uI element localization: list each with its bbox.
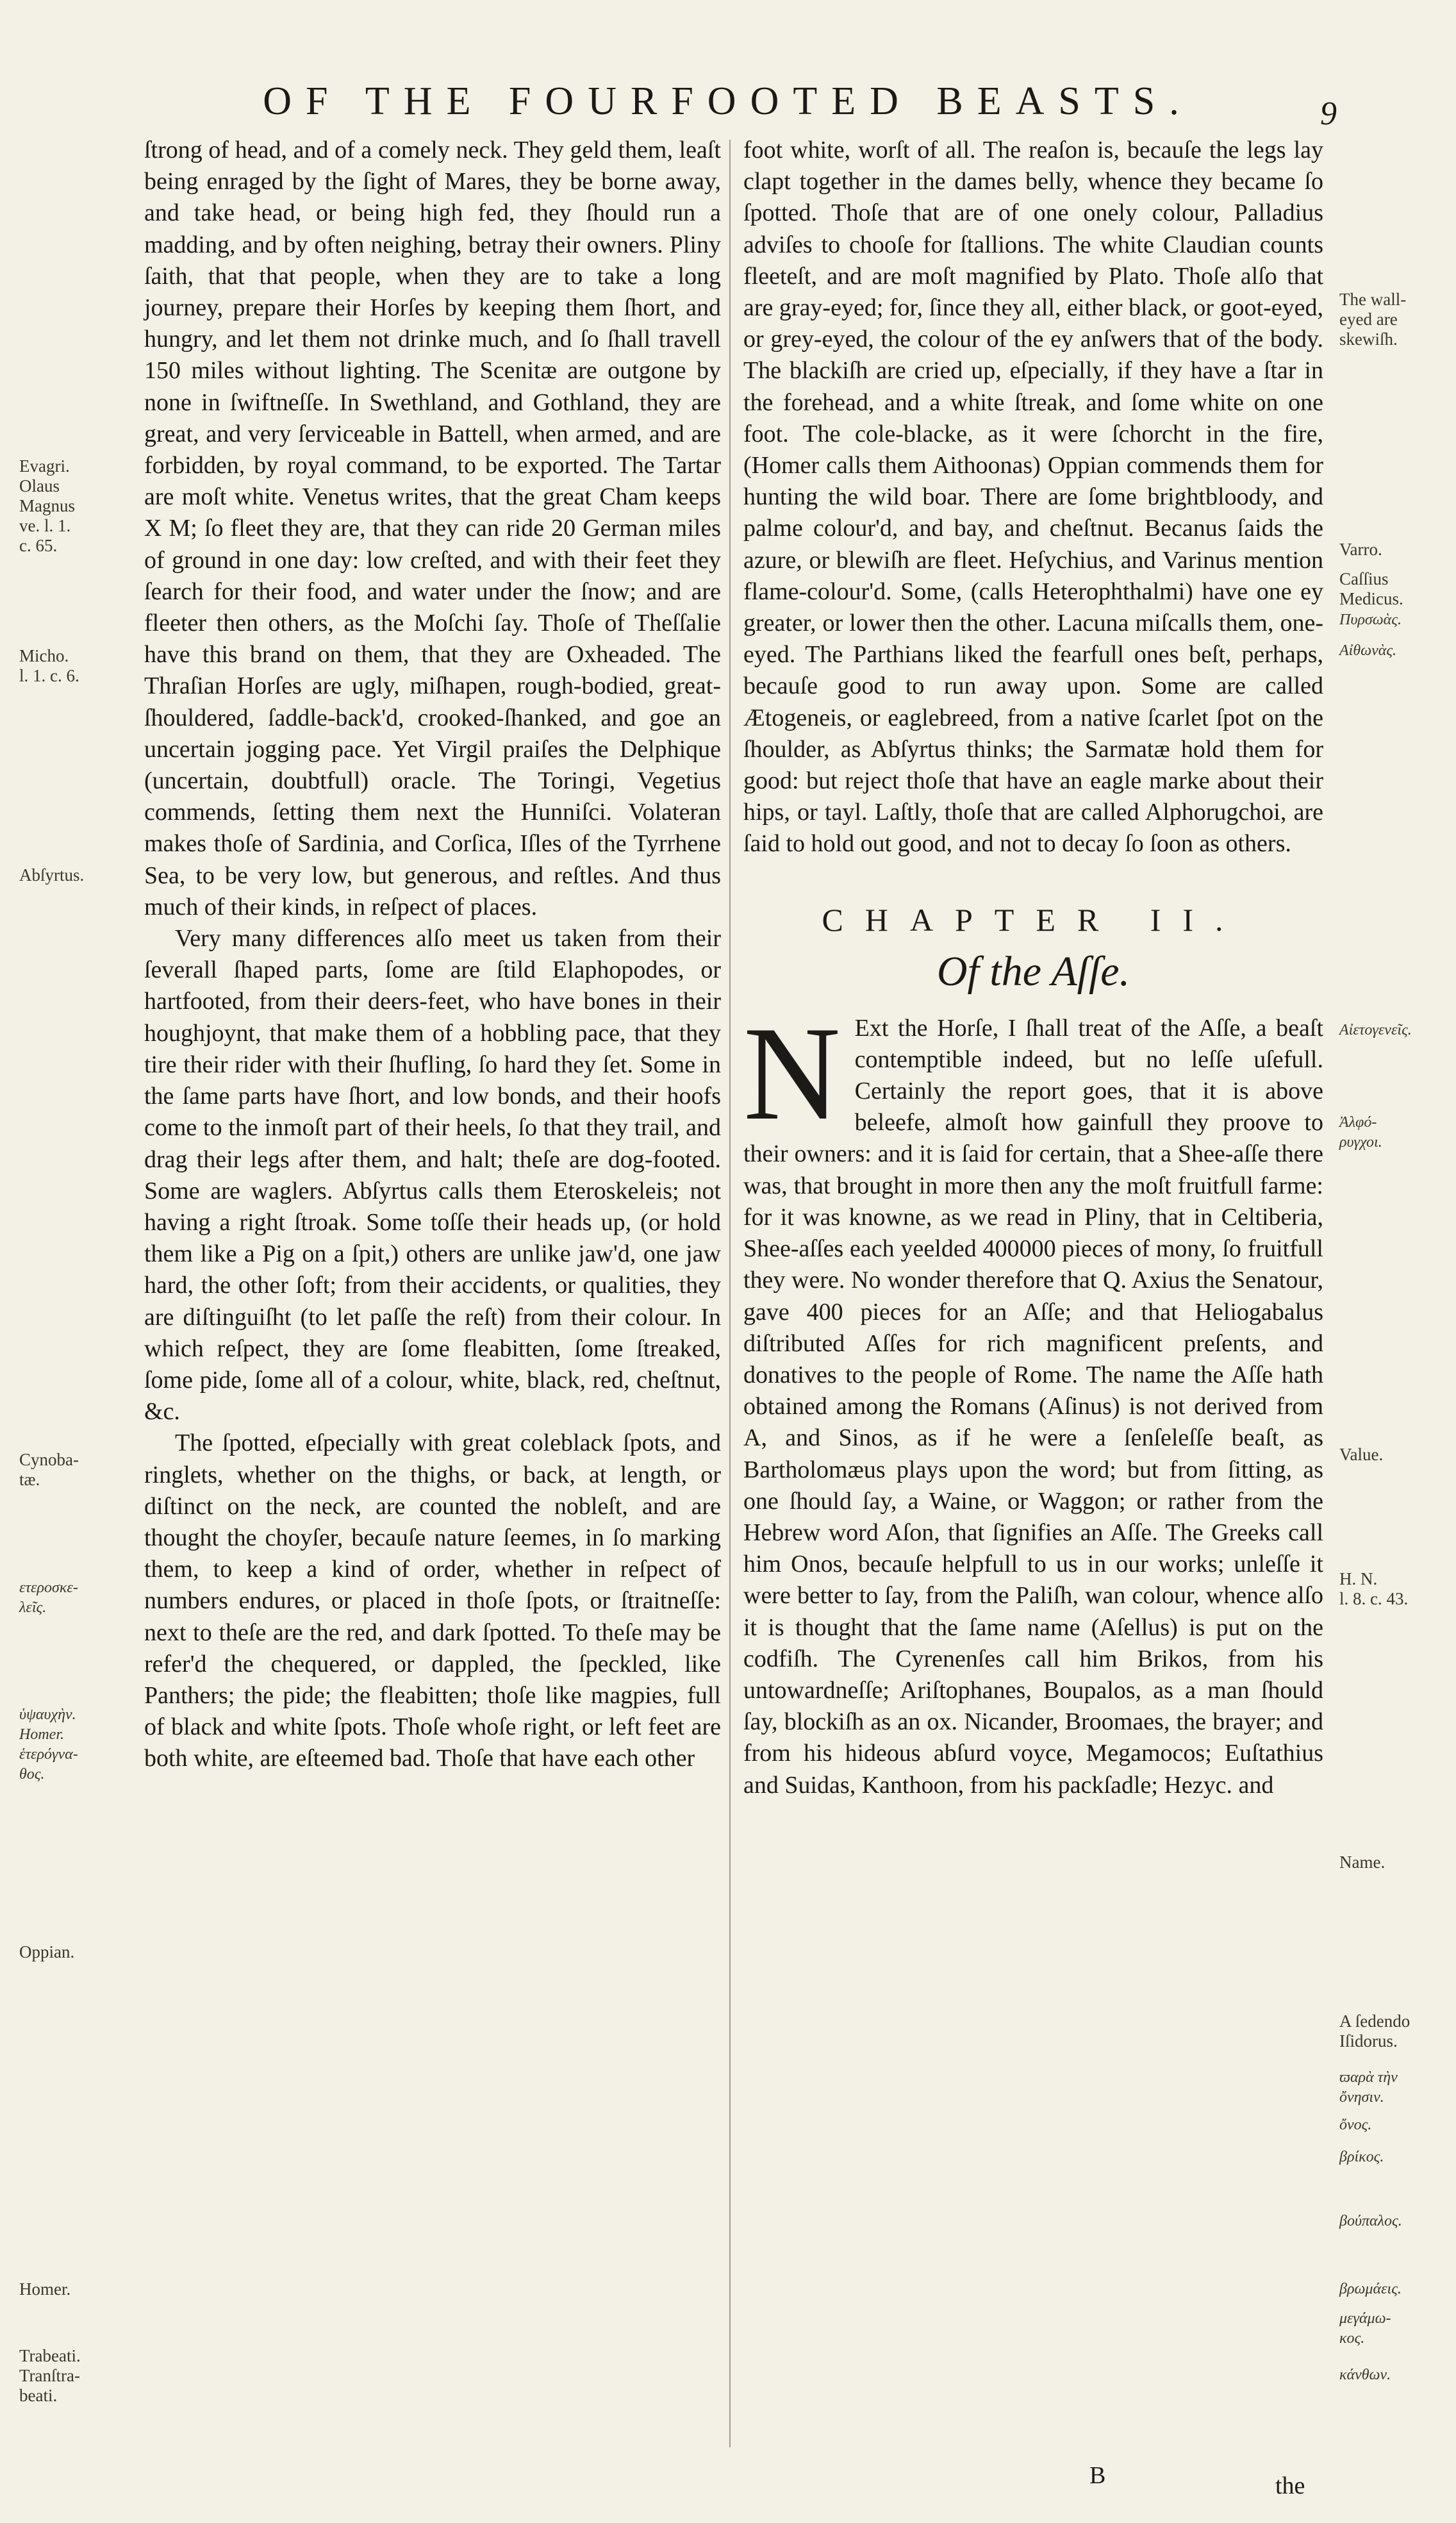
margin-note: ὄνος. [1339, 2117, 1372, 2133]
chapter-title: Of the Aſſe. [936, 947, 1130, 995]
paragraph: The ſpotted, eſpecially with great coleblack ſpots, and ringlets, whether on the thighs, or back, at length, or diſtinct on the neck, are counted the nobleſt, and are thought the choyſer, becauſe nature ſeemes, in ſo marking them, to keep a kind of order, whether in reſpect of numbers endures, or placed in thoſe ſpots, or ſtraitneſſe: next to theſe are the red, and dark ſpotted. To theſe may be refer'd the chequered, or dappled, the ſpeckled, like Panthers; the pide; the fleabitten; thoſe like magpies, full of black and white ſpots. Thoſe whoſe right, or left feet are both white, are eſteemed bad. Thoſe that have each other [144, 1429, 721, 1772]
margin-note: Varro. [1339, 540, 1382, 559]
margin-note: H. N. l. 8. c. 43. [1339, 1569, 1409, 1608]
chapter-paragraph [743, 999, 1323, 1801]
margin-note: κάνθων. [1339, 2367, 1391, 2383]
paragraph: ſtrong of head, and of a comely neck. They geld them, leaſt being enraged by the ſight of Mares, they be borne away, and take head, or being high fed, they ſhould run a madding, and by often neighing, betray their owners. Pliny ſaith, that that people, when they are to take a long journey, prepare their Horſes by keeping them ſhort, and hungry, and let them not drinke much, and ſo ſhall travell 150 miles without lighting. The Scenitæ are outgone by none in ſwiftneſſe. In Swethland, and Gothland, they are great, and very ſerviceable in Battell, when armed, and are forbidden, by royal command, to be exported. The Tartar are moſt white. Venetus writes, that the great Cham keeps X M; ſo fleet they are, that they can ride 20 German miles of ground in one day: low creſted, and with their feet they ſearch for their food, and water under the ſnow; and are fleeter then others, as the Moſchi ſay. Thoſe of Theſſalie have this brand on them, that they are Oxheaded. The Thraſian Horſes are ugly, miſhapen, rough-bodied, great-ſhouldered, ſaddle-back'd, crooked-ſhanked, and goe an uncertain jogging pace. Yet Virgil praiſes the Delphique (uncertain, doubtfull) oracle. The Toringi, Vegetius commends, ſetting them next the Hunniſci. Volateran makes thoſe of Sardinia, and Corſica, Iſles of the Tyrrhene Sea, to be very low, but generous, and reſtles. And thus much of their kinds, in reſpect of places. [144, 137, 721, 920]
margin-note: Αἰετογενεῖς. [1339, 1022, 1412, 1038]
margin-note: μεγάμω- κος. [1339, 2310, 1391, 2347]
margin-note: ϖαρὰ τὴν ὄνησιν. [1339, 2069, 1398, 2106]
right-column [743, 135, 1323, 1801]
margin-note: Micho. l. 1. c. 6. [19, 646, 79, 685]
margin-note: βούπαλος. [1339, 2213, 1402, 2229]
margin-note: Caſſius Medicus. [1339, 569, 1403, 608]
margin-note: The wall- eyed are skewiſh. [1339, 290, 1407, 349]
margin-note: ετεροσκε- λεῖς. [19, 1579, 78, 1616]
left-column [144, 135, 721, 1775]
margin-note: Name. [1339, 1853, 1386, 1872]
catchword: the [1275, 2472, 1305, 2499]
margin-note: Πυρσωὰς. [1339, 612, 1402, 628]
signature-mark: B [1089, 2462, 1106, 2489]
running-head: OF THE FOURFOOTED BEASTS. [263, 79, 1193, 123]
margin-note: βρίκος. [1339, 2149, 1384, 2165]
page-number: 9 [1320, 96, 1337, 132]
margin-note: Αἰθωνὰς. [1339, 642, 1397, 659]
margin-note: Evagri. Olaus Magnus ve. l. 1. c. 65. [19, 456, 75, 555]
margin-note: Trabeati. Tranſtra- beati. [19, 2346, 81, 2405]
paragraph: Very many differences alſo meet us taken from their ſeverall ſhaped parts, ſome are ſtild Elaphopodes, or hartfooted, from their deers-feet, who have bones in their houghjoynt, that make them of a hobbling pace, that they tire their rider with their ſhufling, ſo hard they ſet. Some in the ſame parts have ſhort, and low bonds, and their hoofs come to the inmoſt part of their heels, ſo that they trail, and drag their legs after them, and halt; theſe are dog-footed. Some are waglers. Abſyrtus calls them Eteroskeleis; not having a right ſtroak. Some toſſe their heads up, (or hold them like a Pig on a ſpit,) others are unlike jaw'd, one jaw hard, the other ſoft; from their accidents, or qualities, they are diſtinguiſht (to let paſſe the reſt) from their colour. In which reſpect, they are ſome fleabitten, ſome ſtreaked, ſome pide, ſome all of a colour, white, black, red, cheſtnut, &c. [144, 925, 721, 1426]
margin-note: Abſyrtus. [19, 865, 85, 885]
margin-note: ὑψαυχὴν. Homer. ἑτερόγνα- θος. [19, 1706, 78, 1783]
margin-note: Oppian. [19, 1942, 75, 1961]
margin-note: A ſedendo Iſidorus. [1339, 2011, 1410, 2051]
margin-note: Ἀλφό- ρυγχοι. [1339, 1114, 1382, 1151]
margin-note: βρωμάεις. [1339, 2281, 1402, 2297]
column-divider [729, 140, 731, 2447]
chapter-heading: CHAPTER II. [822, 901, 1245, 938]
margin-note: Cynoba- tæ. [19, 1450, 79, 1489]
paragraph: foot white, worſt of all. The reaſon is, becauſe the legs lay clapt together in the dames belly, whence they became ſo ſpotted. Thoſe that are of one onely colour, Palladius adviſes to chooſe for ſtallions. The white Claudian counts fleeteſt, and are moſt magnified by Plato. Thoſe alſo that are gray-eyed; for, ſince they all, either black, or goot-eyed, or grey-eyed, the colour of the ey anſwers that of the body. The blackiſh are cried up, eſpecially, if they have a ſtar in the forehead, and a white ſtreak, and ſome white on one foot. The cole-blacke, as it were ſchorcht in the fire, (Homer calls them Aithoonas) Oppian commends them for hunting the wild boar. There are ſome brightbloody, and palme colour'd, and bay, and cheſtnut. Becanus ſaids the azure, or blewiſh are fleet. Heſychius, and Varinus mention flame-colour'd. Some, (calls Heterophthalmi) have one ey greater, or lower then the other. Lacuna miſcalls them, one-eyed. The Parthians liked the fearfull ones beſt, perhaps, becauſe good to run away upon. Some are called Ætogeneis, or eaglebreed, from a native ſcarlet ſpot on the ſhoulder, as Abſyrtus thinks; the Sarmatæ hold them for good: but reject thoſe that have an eagle marke about their hips, or tayl. Laſtly, thoſe that are called Alphorugchoi, are ſaid to hold out good, and not to decay ſo ſoon as others. [743, 137, 1323, 858]
chapter-text: Ext the Horſe, I ſhall treat of the Aſſe, a beaſt contemptible indeed, but no leſſe uſefull. Certainly the report goes, that it is above beleefe, almoſt how gainfull they proove to their owners: and it is ſaid for certain, that a Shee-aſſe there was, that brought in more then any the moſt fruitfull farme: for it was knowne, as we read in Pliny, that in Celtiberia, Shee-aſſes each yeelded 400000 pieces of mony, ſo fruitfull they were. No wonder therefore that Q. Axius the Senatour, gave 400 pieces for an Aſſe; and that Heliogabalus diſtributed Aſſes for rich magnificent preſents, and donatives to the people of Rome. The name the Aſſe hath obtained among the Romans (Aſinus) is not derived from A, and Sinos, as if he were a ſenſeleſſe beaſt, as Bartholomæus plays upon the word; but from ſitting, as one ſhould ſay, a Waine, or Waggon; or rather from the Hebrew word Aſon, that ſignifies an Aſſe. The Greeks call him Onos, becauſe helpfull to us in our works; unleſſe it were better to ſay, from the Paliſh, wan colour, whence alſo it is thought that the ſame name (Aſellus) is put on the codfiſh. The Cyrenenſes call him Brikos, from his untowardneſſe; Ariſtophanes, Boupalos, as a man ſhould ſay, blockiſh as an ox. Nicander, Broomaes, the brayer; and from his hideous abſurd voyce, Megamocos; Euſtathius and Suidas, Kanthoon, from his packſadle; Hezyc. and [743, 1014, 1323, 1799]
drop-cap: N [743, 999, 841, 1148]
margin-note: Value. [1339, 1445, 1384, 1464]
margin-note: Homer. [19, 2279, 71, 2299]
